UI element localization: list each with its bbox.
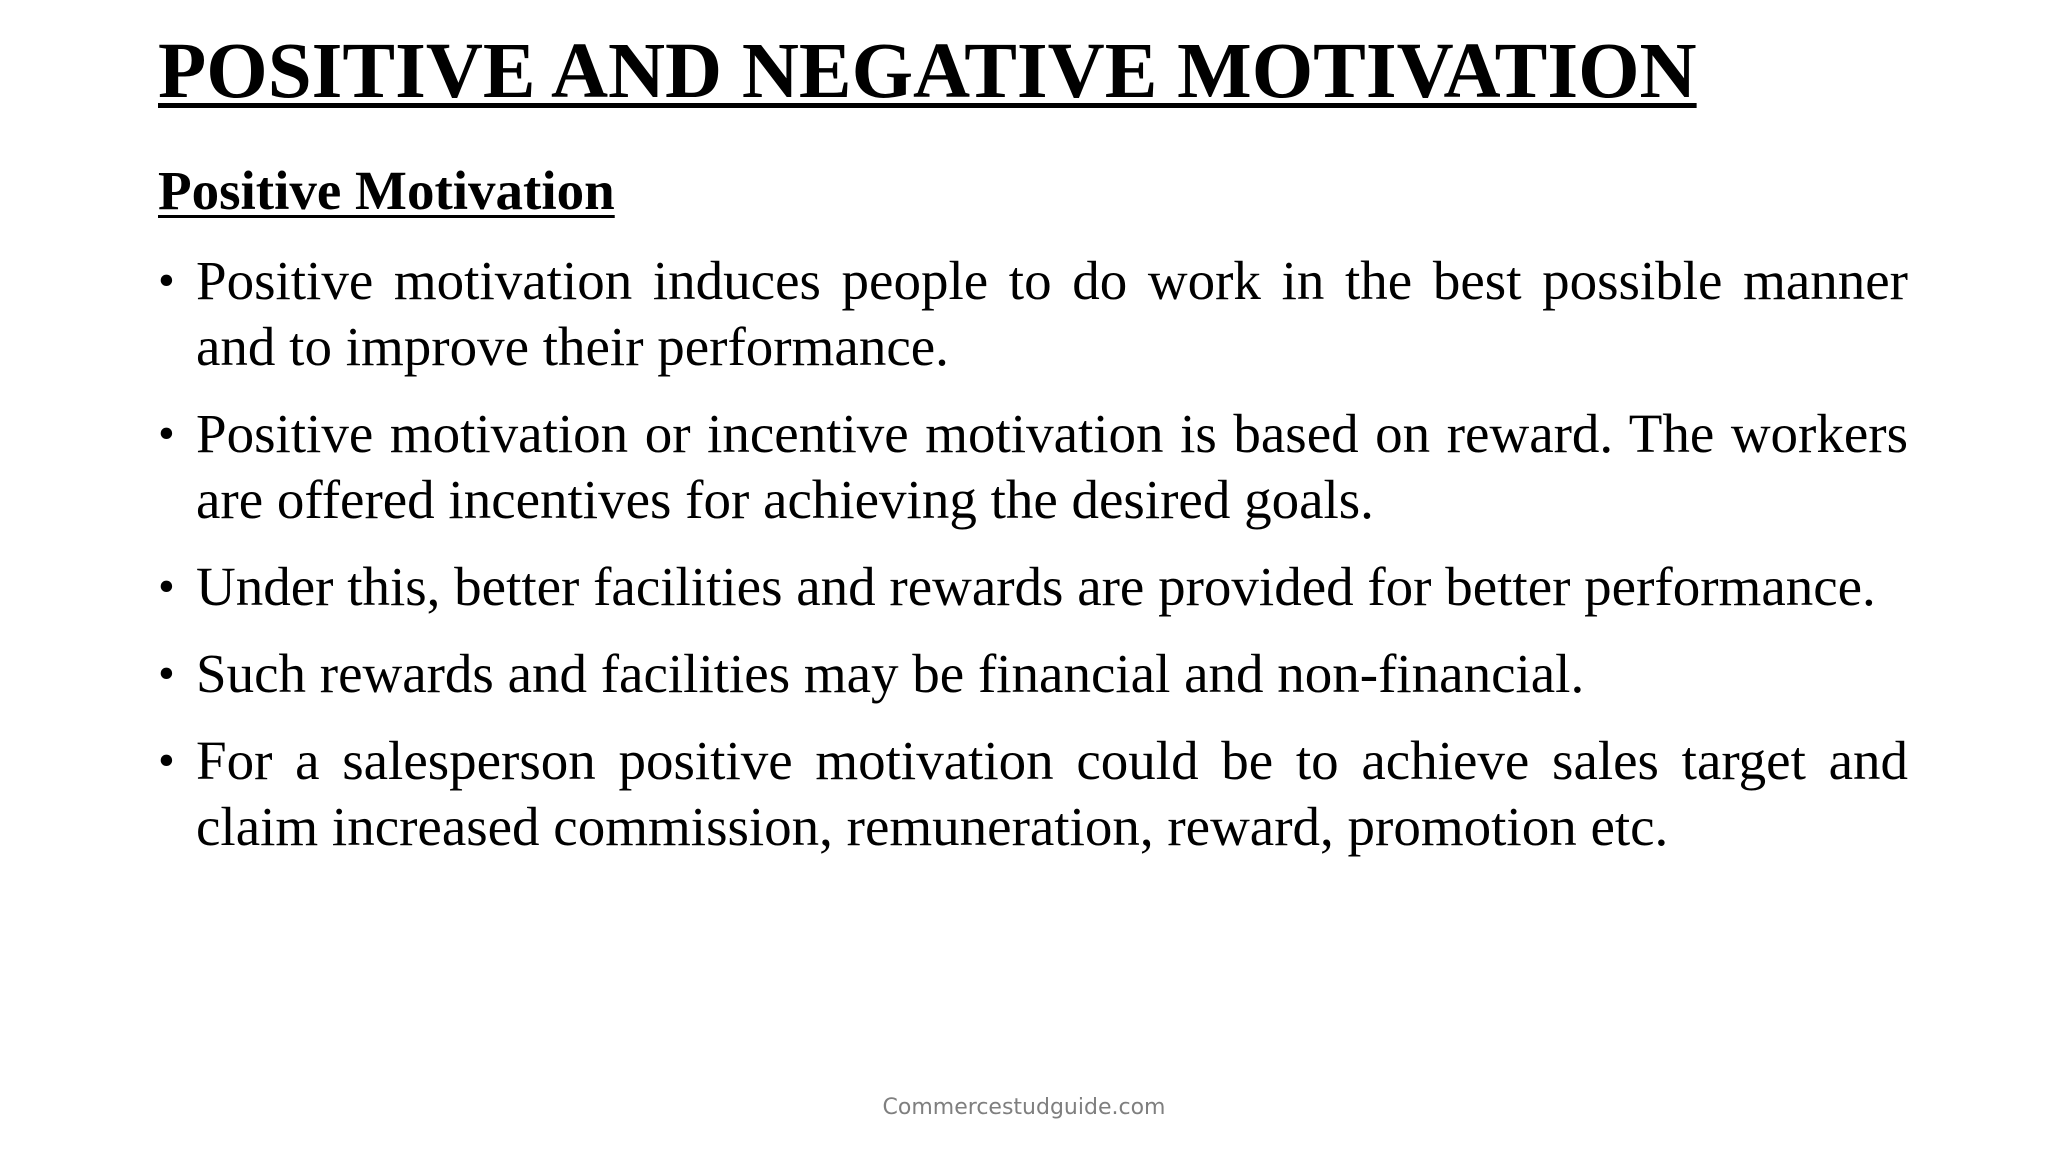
bullet-text: Such rewards and facilities may be financial and non-financial. <box>196 643 1585 704</box>
footer-watermark: Commercestudguide.com <box>882 1095 1166 1120</box>
bullet-text: Positive motivation or incentive motivation is based on reward. The workers are offered incentives for achieving the desired goals. <box>196 403 1908 530</box>
bullet-item <box>158 401 1908 533</box>
bullet-item <box>158 641 1908 707</box>
bullet-icon: • <box>158 407 175 460</box>
bullet-list <box>158 248 1908 881</box>
bullet-text: For a salesperson positive motivation could be to achieve sales target and claim increased commission, remuneration, reward, promotion etc. <box>196 730 1908 857</box>
bullet-icon: • <box>158 734 175 787</box>
bullet-icon: • <box>158 560 175 613</box>
slide-title: POSITIVE AND NEGATIVE MOTIVATION <box>158 28 1697 115</box>
bullet-text: Positive motivation induces people to do work in the best possible manner and to improve their performance. <box>196 250 1908 377</box>
bullet-icon: • <box>158 254 175 307</box>
bullet-icon: • <box>158 647 175 700</box>
section-heading: Positive Motivation <box>158 160 615 221</box>
bullet-item <box>158 728 1908 860</box>
bullet-item <box>158 554 1908 620</box>
bullet-item <box>158 248 1908 380</box>
bullet-text: Under this, better facilities and rewards are provided for better performance. <box>196 556 1876 617</box>
